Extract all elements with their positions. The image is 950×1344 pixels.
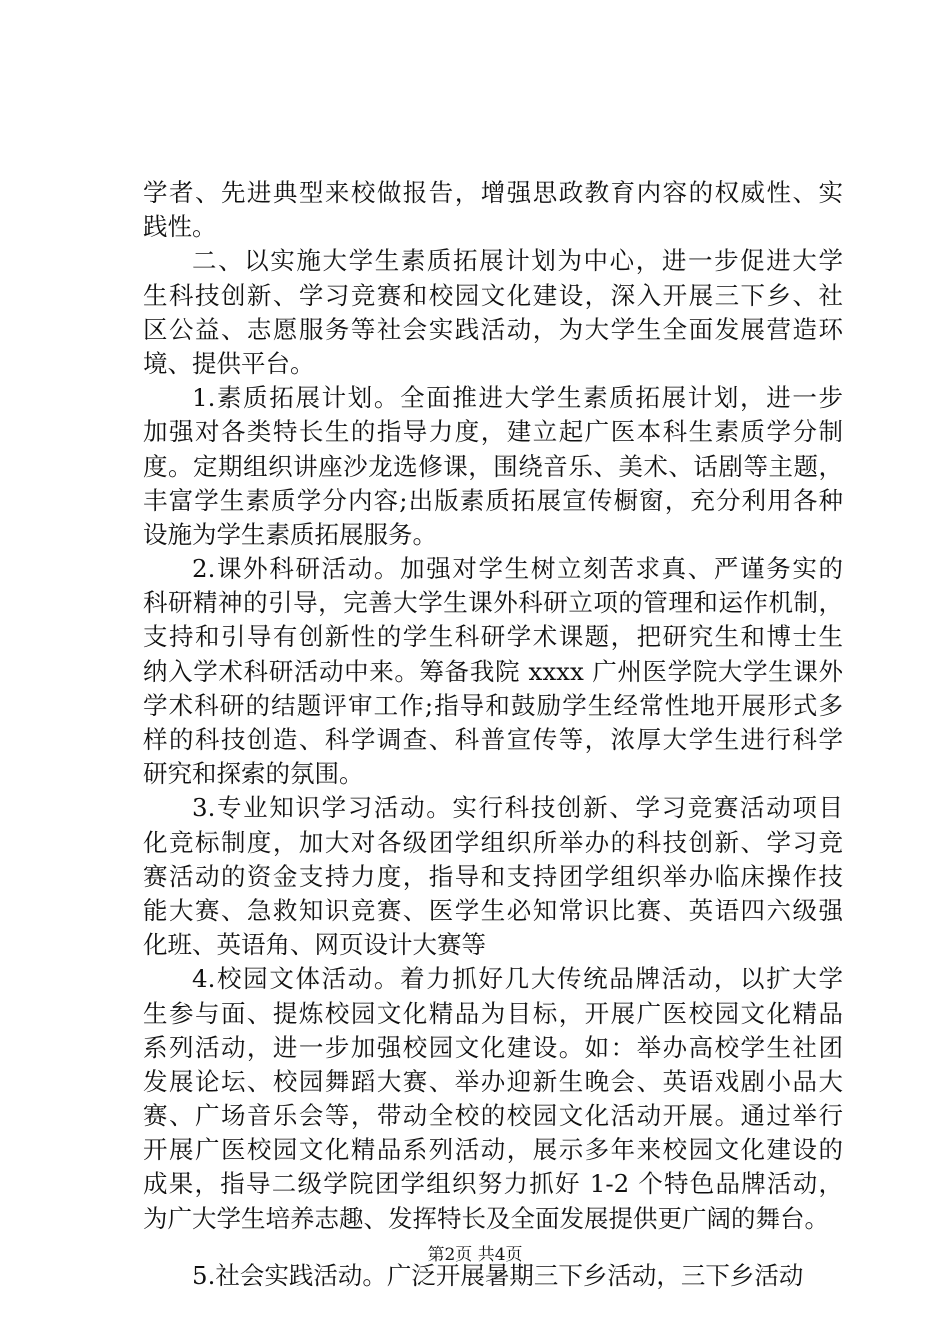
text-line: 支持和引导有创新性的学生科研学术课题，把研究生和博士生 xyxy=(143,622,843,652)
text-line: 化班、英语角、网页设计大赛等 xyxy=(143,930,486,960)
text-line: 践性。 xyxy=(143,212,217,242)
text-line: 赛、广场音乐会等，带动全校的校园文化活动开展。通过举行 xyxy=(143,1101,843,1131)
text-line: 设施为学生素质拓展服务。 xyxy=(143,519,437,549)
body-text xyxy=(143,176,843,1293)
text-line: 系列活动，进一步加强校园文化建设。如：举办高校学生社团 xyxy=(143,1032,843,1062)
text-line: 为广大学生培养志趣、发挥特长及全面发展提供更广阔的舞台。 xyxy=(143,1203,829,1233)
text-line: 生参与面、提炼校园文化精品为目标，开展广医校园文化精品 xyxy=(143,998,843,1028)
paragraph-start: 4.校园文体活动。着力抓好几大传统品牌活动，以扩大学 xyxy=(192,964,843,994)
text-line: 纳入学术科研活动中来。筹备我院 xxxx 广州医学院大学生课外 xyxy=(143,656,843,686)
text-line: 发展论坛、校园舞蹈大赛、举办迎新生晚会、英语戏剧小品大 xyxy=(143,1066,843,1096)
text-line: 赛活动的资金支持力度，指导和支持团学组织举办临床操作技 xyxy=(143,861,843,891)
text-line: 化竞标制度，加大对各级团学组织所举办的科技创新、学习竞 xyxy=(143,827,843,857)
text-line: 开展广医校园文化精品系列活动，展示多年来校园文化建设的 xyxy=(143,1135,843,1165)
text-line: 境、提供平台。 xyxy=(143,348,315,378)
text-line: 度。定期组织讲座沙龙选修课，围绕音乐、美术、话剧等主题， xyxy=(143,451,843,481)
text-line: 丰富学生素质学分内容;出版素质拓展宣传橱窗，充分利用各种 xyxy=(143,485,843,515)
text-line: 学术科研的结题评审工作;指导和鼓励学生经常性地开展形式多 xyxy=(143,690,843,720)
text-line: 研究和探索的氛围。 xyxy=(143,759,364,789)
text-line: 样的科技创造、科学调查、科普宣传等，浓厚大学生进行科学 xyxy=(143,725,843,754)
text-line: 能大赛、急救知识竞赛、医学生必知常识比赛、英语四六级强 xyxy=(143,895,843,925)
paragraph-start: 2.课外科研活动。加强对学生树立刻苦求真、严谨务实的 xyxy=(192,554,843,584)
page-number-footer: 第2页 共4页 xyxy=(427,1245,523,1265)
text-line: 成果，指导二级学院团学组织努力抓好 1-2 个特色品牌活动， xyxy=(143,1169,843,1199)
text-line: 科研精神的引导，完善大学生课外科研立项的管理和运作机制， xyxy=(143,588,843,618)
text-line: 加强对各类特长生的指导力度，建立起广医本科生素质学分制 xyxy=(143,417,843,447)
paragraph-start: 5.社会实践活动。广泛开展暑期三下乡活动，三下乡活动 xyxy=(192,1260,804,1290)
text-line: 生科技创新、学习竞赛和校园文化建设，深入开展三下乡、社 xyxy=(143,280,843,310)
paragraph-start: 1.素质拓展计划。全面推进大学生素质拓展计划，进一步 xyxy=(192,383,843,413)
text-line: 学者、先进典型来校做报告，增强思政教育内容的权威性、实 xyxy=(143,178,843,207)
text-line: 区公益、志愿服务等社会实践活动，为大学生全面发展营造环 xyxy=(143,314,843,344)
section-heading: 二、以实施大学生素质拓展计划为中心，进一步促进大学 xyxy=(192,246,843,276)
paragraph-start: 3.专业知识学习活动。实行科技创新、学习竞赛活动项目 xyxy=(192,793,843,823)
